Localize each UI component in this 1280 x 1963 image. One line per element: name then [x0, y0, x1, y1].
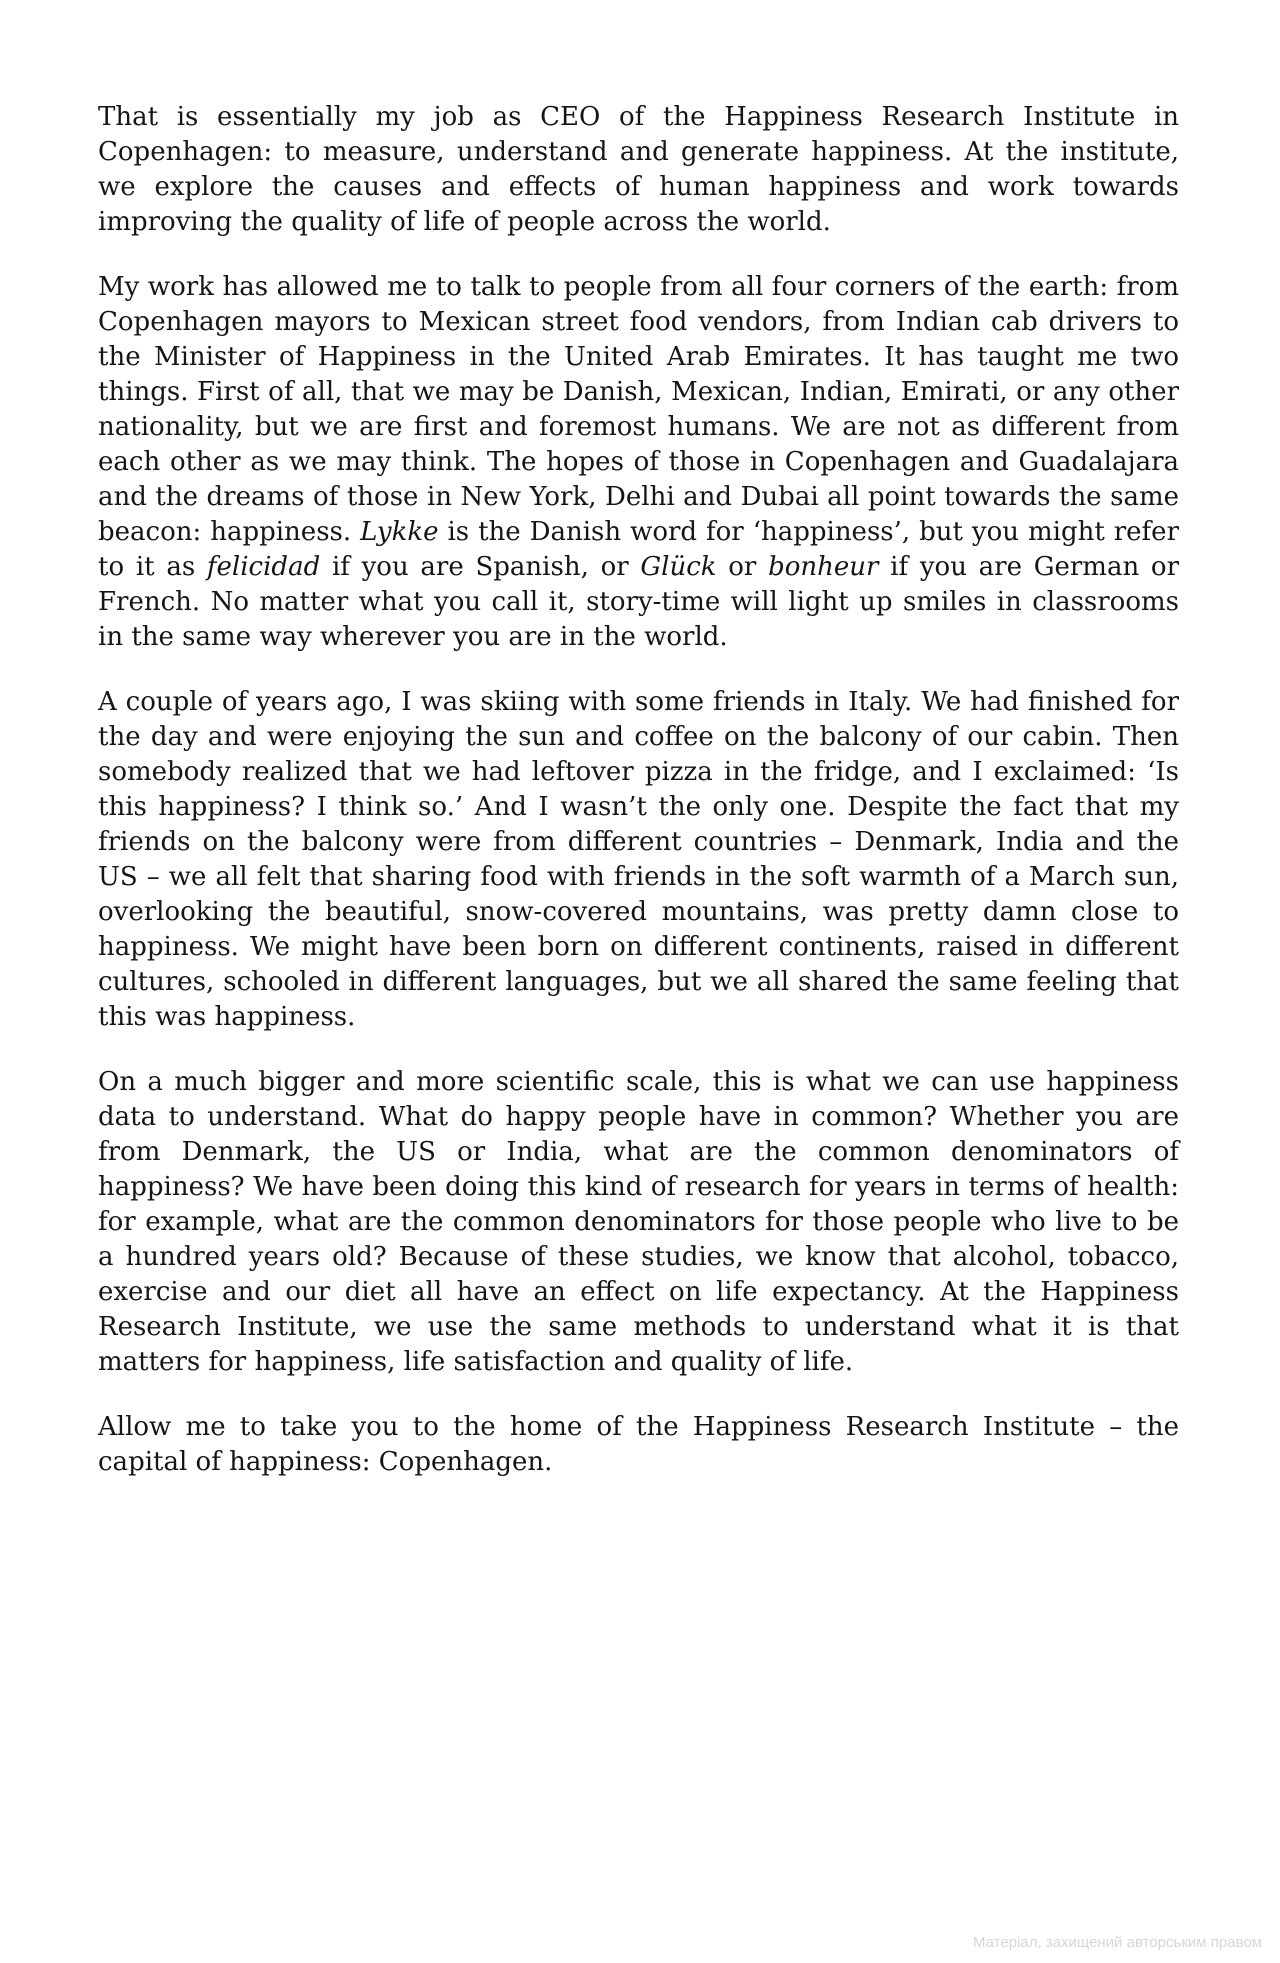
- italic-term: Glück: [640, 552, 717, 582]
- paragraph-text: A couple of years ago, I was skiing with some friends in Italy. We had finished for the day and were enjoying the sun and coffee on the balcony of our cabin. Then somebody realized that we had leftover pizza in the fridge, and I exclaimed: ‘Is this happiness? I think so.’ And I wasn’t the only one. Despite the fact that my friends on the balcony were from different countries – Denmark, India and the US – we all felt that sharing food with friends in the soft warmth of a March sun, overlooking the beautiful, snow-covered mountains, was pretty damn close to happiness. We might have been born on different continents, raised in different cultures, schooled in different languages, but we all shared the same feeling that this was happiness.: [98, 687, 1179, 1032]
- paragraph-text: or: [716, 552, 769, 582]
- copyright-watermark: Матеріал, захищений авторським правом: [972, 1934, 1262, 1951]
- paragraph-text: That is essentially my job as CEO of the Happiness Research Institute in Copenhagen: to measure, understand and generate happiness. At the institute, we explore the causes and effects of human happiness and work towards improving the quality of life of people across the world.: [98, 102, 1179, 237]
- paragraph-text: My work has allowed me to talk to people from all four corners of the earth: from Copenhagen mayors to Mexican street food vendors, from Indian cab drivers to the Minister of Happiness in the United Arab Emirates. It has taught me two things. First of all, that we may be Danish, Mexican, Indian, Emirati, or any other nationality, but we are first and foremost humans. We are not as different from each other as we may think. The hopes of those in Copenhagen and Guadalajara and the dreams of those in New York, Delhi and Dubai all point towards the same beacon: happiness.: [98, 272, 1179, 547]
- italic-term: felicidad: [206, 552, 321, 582]
- italic-term: bonheur: [768, 552, 879, 582]
- paragraph: [98, 685, 1179, 1035]
- paragraph-text: is the Danish word for ‘happiness’, but you might refer to it as: [98, 517, 1179, 582]
- paragraph-text: Allow me to take you to the home of the Happiness Research Institute – the capital of happiness: Copenhagen.: [98, 1412, 1179, 1477]
- document-body: [98, 100, 1179, 1510]
- paragraph-text: if you are German or French. No matter what you call it, story-time will light up smiles in classrooms in the same way wherever you are in the world.: [98, 552, 1179, 652]
- paragraph: [98, 1410, 1179, 1480]
- paragraph-text: if you are Spanish, or: [320, 552, 641, 582]
- paragraph-text: On a much bigger and more scientific scale, this is what we can use happiness data to understand. What do happy people have in common? Whether you are from Denmark, the US or India, what are the common denominators of happiness? We have been doing this kind of research for years in terms of health: for example, what are the common denominators for those people who live to be a hundred years old? Because of these studies, we know that alcohol, tobacco, exercise and our diet all have an effect on life expectancy. At the Happiness Research Institute, we use the same methods to understand what it is that matters for happiness, life satisfaction and quality of life.: [98, 1067, 1179, 1377]
- paragraph: [98, 1065, 1179, 1380]
- italic-term: Lykke: [360, 517, 439, 547]
- paragraph: [98, 270, 1179, 655]
- paragraph: [98, 100, 1179, 240]
